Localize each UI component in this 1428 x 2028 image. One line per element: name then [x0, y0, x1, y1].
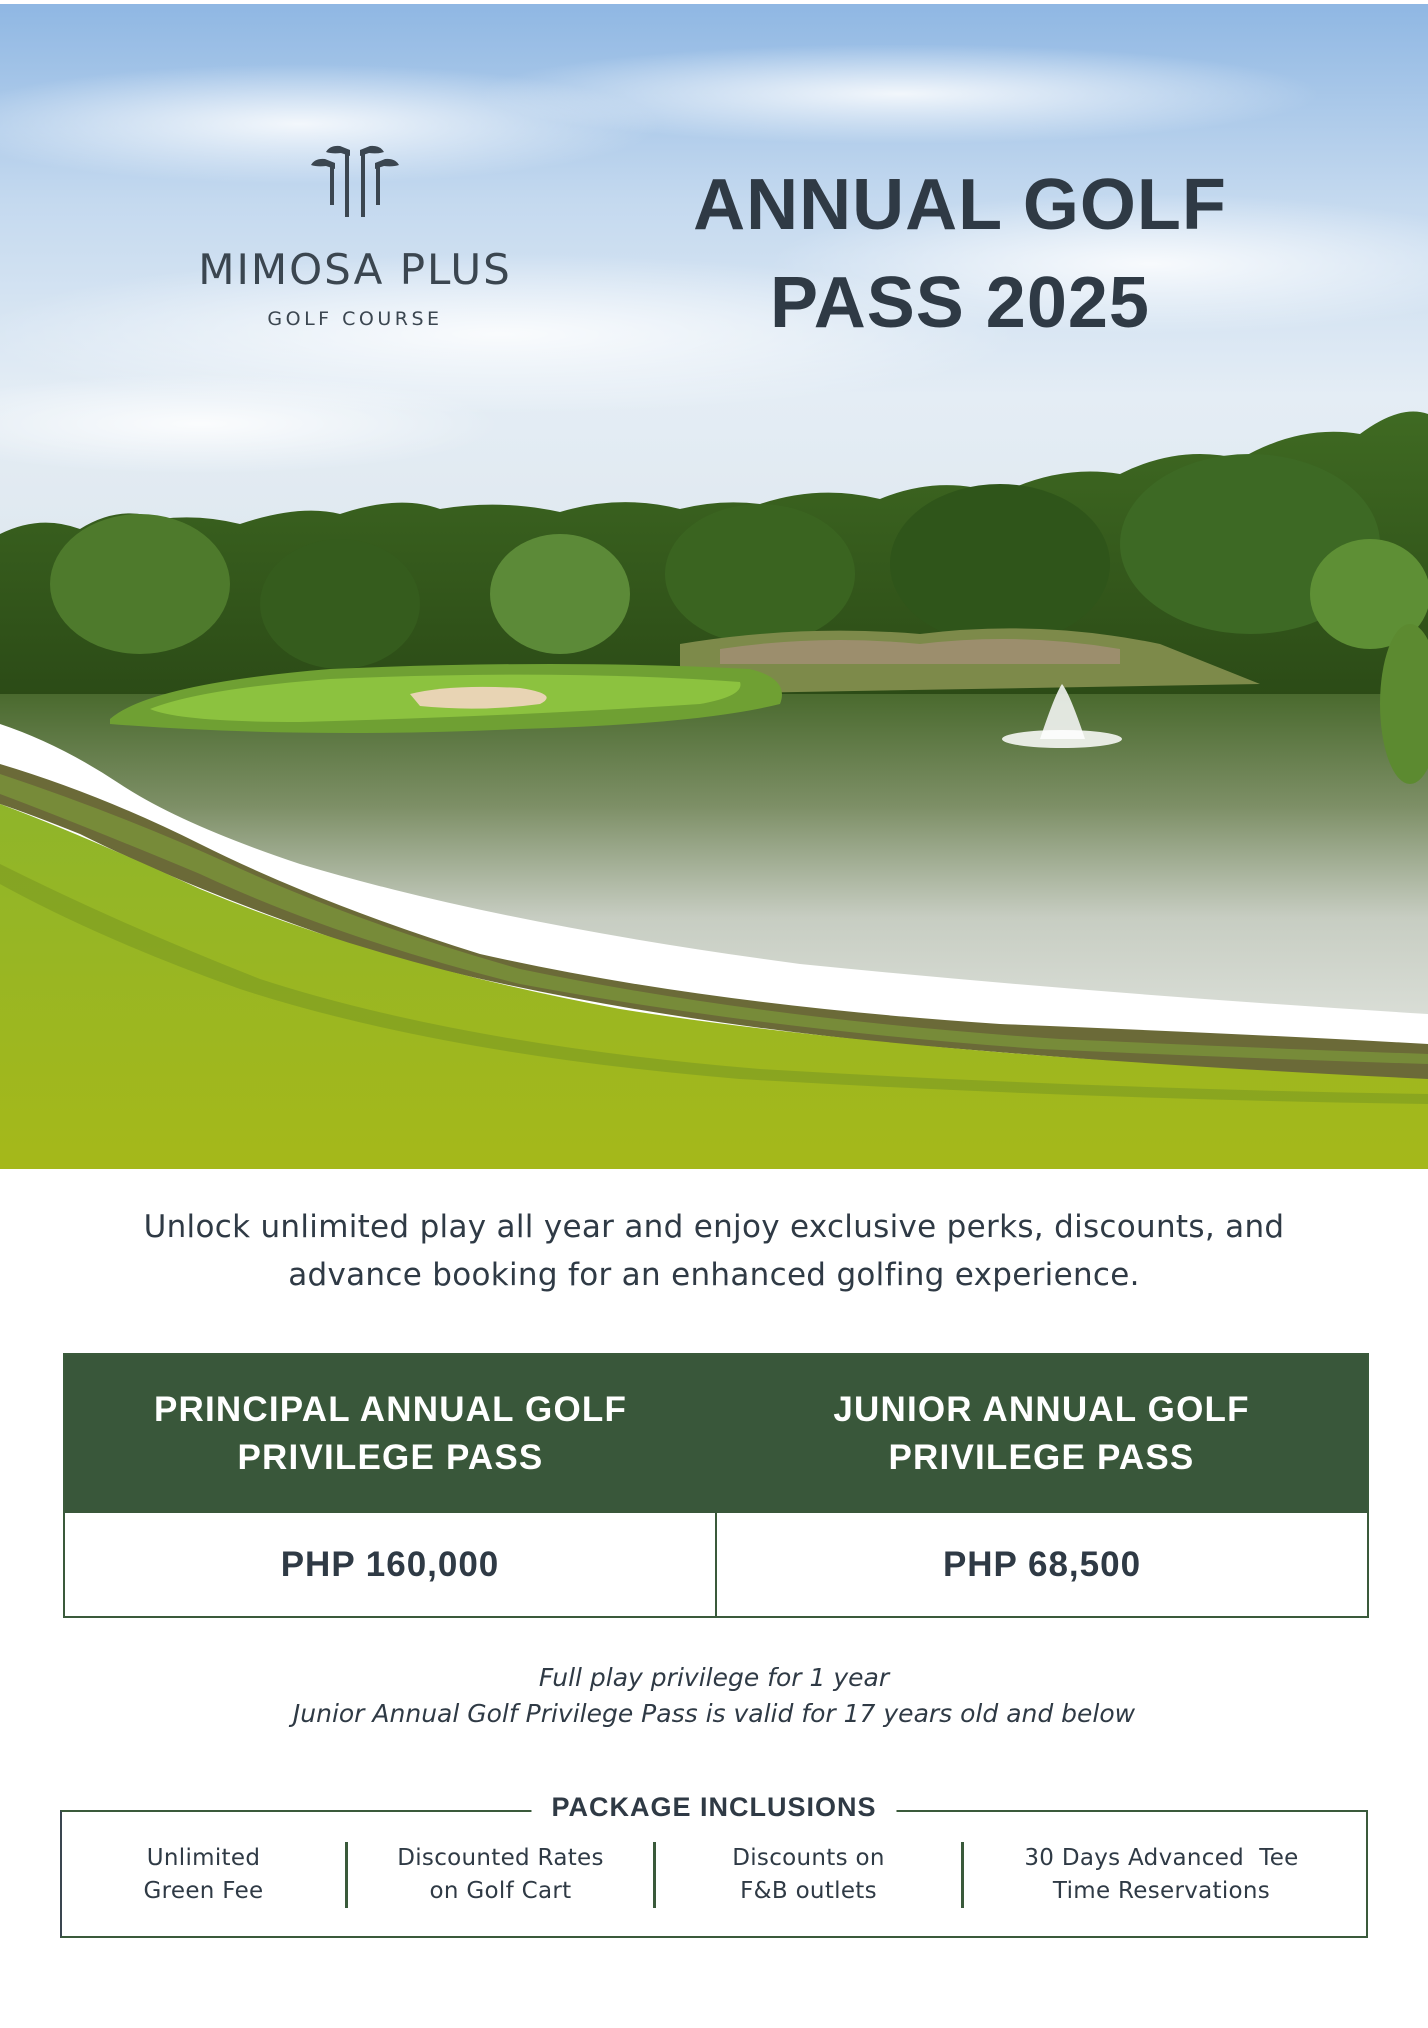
- intro-line-1: Unlock unlimited play all year and enjoy exclusive perks, discounts, and: [143, 1209, 1285, 1245]
- inclusion-item-fnb: [653, 1842, 961, 1908]
- package-inclusions-title: PACKAGE INCLUSIONS: [531, 1792, 896, 1823]
- title-line-1: ANNUAL GOLF: [693, 165, 1227, 245]
- inclusion-line-2: on Golf Cart: [429, 1878, 572, 1904]
- price-principal: PHP 160,000: [280, 1544, 500, 1584]
- inclusion-line-2: Green Fee: [143, 1878, 264, 1904]
- pass-name-junior: [716, 1355, 1367, 1513]
- intro-text: [60, 1203, 1368, 1299]
- inclusion-line-1: Unlimited: [146, 1845, 261, 1871]
- inclusion-line-2: F&B outlets: [740, 1878, 877, 1904]
- pass-name-line-1: JUNIOR ANNUAL GOLF: [833, 1390, 1250, 1429]
- package-inclusions-box: [60, 1792, 1368, 1938]
- pass-name-line-2: PRIVILEGE PASS: [888, 1438, 1195, 1477]
- page-title: [640, 156, 1280, 352]
- hero-photo: [0, 4, 1428, 1169]
- title-line-2: PASS 2025: [770, 263, 1150, 343]
- pricing-header-row: [65, 1355, 1367, 1513]
- inclusion-line-1: Discounts on: [732, 1845, 885, 1871]
- pass-name-principal: [65, 1355, 716, 1513]
- brand-subtitle: GOLF COURSE: [267, 308, 443, 330]
- inclusion-item-green-fee: [62, 1842, 345, 1908]
- inclusion-item-tee-time: [961, 1842, 1359, 1908]
- inclusions-list: [62, 1842, 1366, 1908]
- inclusion-line-2: Time Reservations: [1052, 1878, 1271, 1904]
- pass-notes: [120, 1660, 1308, 1732]
- pricing-table: [63, 1353, 1369, 1618]
- note-line-2: Junior Annual Golf Privilege Pass is valid for 17 years old and below: [292, 1699, 1136, 1728]
- intro-line-2: advance booking for an enhanced golfing experience.: [288, 1257, 1140, 1293]
- pass-name-line-2: PRIVILEGE PASS: [237, 1438, 544, 1477]
- brand-name: MIMOSA PLUS: [198, 245, 512, 294]
- price-junior: PHP 68,500: [715, 1513, 1367, 1616]
- brand-logo: [150, 139, 560, 330]
- inclusion-item-golf-cart: [345, 1842, 653, 1908]
- pricing-price-row: [65, 1513, 1367, 1616]
- golf-clubs-icon: [309, 139, 401, 219]
- inclusion-line-1: 30 Days Advanced Tee: [1024, 1845, 1299, 1871]
- note-line-1: Full play privilege for 1 year: [538, 1663, 890, 1692]
- inclusion-line-1: Discounted Rates: [397, 1845, 604, 1871]
- pass-name-line-1: PRINCIPAL ANNUAL GOLF: [153, 1390, 628, 1429]
